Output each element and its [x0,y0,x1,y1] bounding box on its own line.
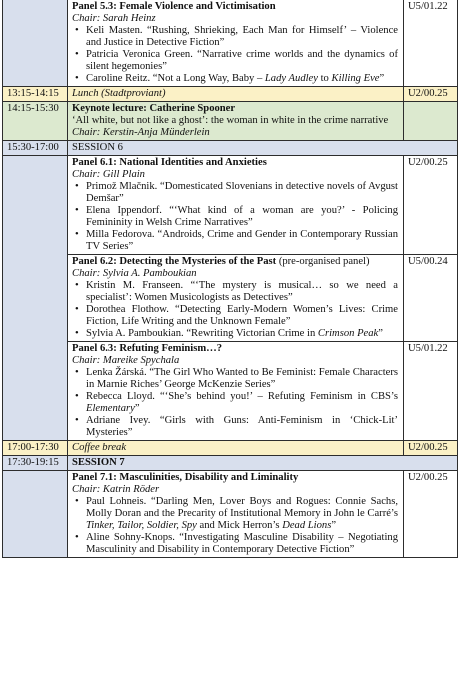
panel-row [3,156,458,255]
room-cell: U2/00.25 [404,441,458,456]
paper-text: ” [331,520,337,531]
time-cell: 17:30-19:15 [3,456,68,471]
paper-list [72,181,398,253]
lunch-row [3,87,458,102]
panel-title: Panel 6.3: Refuting Feminism…? [72,343,223,354]
time-cell [3,471,68,558]
paper-text: Caroline Reitz. “Not a Long Way, Baby – [86,73,265,84]
paper-list [72,25,398,85]
paper-text: ” [378,328,383,339]
work-title: Crimson Peak [317,328,379,339]
panel-row [3,255,458,342]
keynote-text: ‘All white, but not like a ghost’: the woman in white in the crime narrative [72,115,389,126]
room-cell: U5/01.22 [404,342,458,441]
lunch-label: Lunch (Stadtproviant) [68,87,404,102]
panel-title: Panel 5.3: Female Violence and Victimisation [72,1,276,12]
panel-title: Panel 6.1: National Identities and Anxieties [72,157,267,168]
panel-title: Panel 6.2: Detecting the Mysteries of the Past [72,256,277,267]
panel-heading [72,256,398,268]
paper-list [72,367,398,439]
paper-item: • Primož Mlačnik. “Domesticated Slovenians in detective novels of Avgust Demšar” [72,181,398,205]
programme-table [2,0,458,558]
panel-cell [68,255,404,342]
time-cell: 13:15-14:15 [3,87,68,102]
session-label: SESSION 6 [68,141,458,156]
paper-item: • Kristin M. Franseen. “‘The mystery is musical… so we need a specialist’: Women Musicologists as Detectives” [72,280,398,304]
paper-item [72,496,398,532]
paper-item: • Elena Ippendorf. “‘What kind of a woman are you?’ - Policing Femininity in Welsh Crime Narratives” [72,205,398,229]
paper-list [72,496,398,556]
time-cell: 17:00-17:30 [3,441,68,456]
keynote-cell [68,102,404,141]
paper-item [72,328,398,340]
coffee-row [3,441,458,456]
keynote-chair: Chair: Kerstin-Anja Münderlein [72,127,210,138]
paper-text: ” [134,403,140,414]
time-cell: 14:15-15:30 [3,102,68,141]
work-title: Tinker, Tailor, Soldier, Spy [86,520,197,531]
time-cell [3,0,68,87]
paper-text: ” [379,73,385,84]
room-cell: U5/00.24 [404,255,458,342]
panel-cell [68,342,404,441]
paper-item: • Dorothea Flothow. “Detecting Early-Modern Women’s Lives: Crime Fiction, Life Writing and the Unknown Female” [72,304,398,328]
paper-item [72,73,398,85]
panel-note: (pre-organised panel) [276,256,370,267]
room-cell: U2/00.25 [404,156,458,255]
paper-text: and Mick Herron’s [196,520,283,531]
keynote-row [3,102,458,141]
session-label: SESSION 7 [68,456,458,471]
room-cell: U5/01.22 [404,0,458,87]
panel-title: Panel 7.1: Masculinities, Disability and Liminality [72,472,299,483]
panel-chair: Chair: Sarah Heinz [72,13,156,24]
paper-text: Paul Lohneis. “Darling Men, Lover Boys and Rogues: Connie Sachs, Molly Doran and the Precarity of Institutional Memory in John le Carré’s [86,496,398,519]
paper-item: • Keli Masten. “Rushing, Shrieking, Each Man for Himself’ – Violence and Justice in Detective Fiction” [72,25,398,49]
room-cell [404,102,458,141]
paper-item: • Adriane Ivey. “Girls with Guns: Anti-Feminism in ‘Chick-Lit’ Mysteries” [72,415,398,439]
panel-cell [68,471,404,558]
paper-text: Sylvia A. Pamboukian. “Rewriting Victorian Crime in [86,328,318,339]
paper-item: • Milla Fedorova. “Androids, Crime and Gender in Contemporary Russian TV Series” [72,229,398,253]
panel-chair: Chair: Sylvia A. Pamboukian [72,268,197,279]
time-cell [3,156,68,441]
session-row [3,141,458,156]
paper-item: • Patricia Veronica Green. “Narrative crime worlds and the dynamics of silent hegemonies” [72,49,398,73]
panel-row [3,0,458,87]
panel-row [3,471,458,558]
paper-text: to [317,73,332,84]
panel-chair: Chair: Gill Plain [72,169,145,180]
paper-item: • Aline Sohny-Knops. “Investigating Masculine Disability – Negotiating Masculinity and Disability in Contemporary Detective Fiction” [72,532,398,556]
panel-row [3,342,458,441]
paper-item [72,391,398,415]
panel-chair: Chair: Mareike Spychala [72,355,180,366]
room-cell: U2/00.25 [404,87,458,102]
paper-list [72,280,398,340]
keynote-title: Keynote lecture: Catherine Spooner [72,103,236,114]
time-cell: 15:30-17:00 [3,141,68,156]
panel-cell [68,156,404,255]
work-title: Dead Lions [282,520,332,531]
room-cell: U2/00.25 [404,471,458,558]
paper-item: • Lenka Žárská. “The Girl Who Wanted to Be Feminist: Female Characters in Marnie Riches’ George McKenzie Series” [72,367,398,391]
coffee-label: Coffee break [68,441,404,456]
session-row [3,456,458,471]
panel-chair: Chair: Katrin Röder [72,484,160,495]
work-title: Lady Audley [264,73,318,84]
panel-cell [68,0,404,87]
work-title: Killing Eve [331,73,380,84]
paper-text: Rebecca Lloyd. “‘She’s behind you!’ – Refuting Feminism in CBS’s [86,391,398,402]
work-title: Elementary [86,403,135,414]
